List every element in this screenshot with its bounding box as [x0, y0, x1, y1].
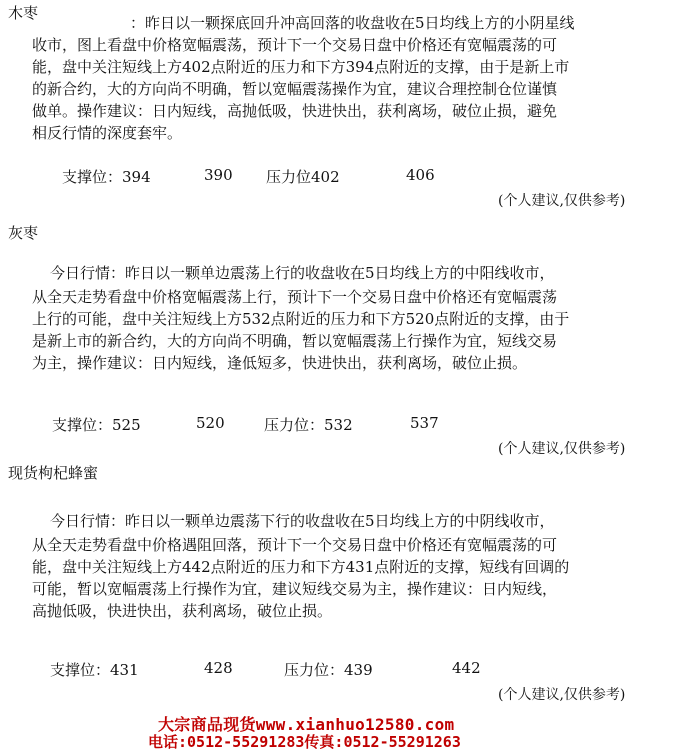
- section-title-goji-honey: 现货枸杞蜂蜜: [8, 464, 99, 482]
- section-2-line-1: 今日行情：昨日以一颗单边震荡上行的收盘收在5日均线上方的中阳线收市，: [50, 264, 555, 282]
- disclaimer-note: (个人建议,仅供参考): [498, 193, 626, 209]
- section-1-line-1: ：昨日以一颗探底回升冲高回落的收盘收在5日均线上方的小阴星线: [130, 14, 575, 32]
- support-level: 支撑位：431: [50, 661, 139, 679]
- support-level: 支撑位：525: [52, 416, 141, 434]
- resistance-level-2: 406: [406, 166, 435, 184]
- resistance-level: 压力位：532: [264, 416, 353, 434]
- resistance-level-2: 442: [452, 659, 481, 677]
- paragraph-line: 上行的可能，盘中关注短线上方532点附近的压力和下方520点附近的支撑，由于: [32, 310, 570, 328]
- paragraph-line: 高抛低吸，快进快出，获利离场，破位止损。: [32, 602, 333, 620]
- footer-phone-fax: 电话:0512-55291283传真:0512-55291263: [148, 733, 461, 751]
- section-3-paragraph: [32, 534, 672, 622]
- disclaimer-note: (个人建议,仅供参考): [498, 441, 626, 457]
- section-title-jujube-wood: 木枣: [8, 4, 39, 22]
- paragraph-line: 为主，操作建议：日内短线，逢低短多，快进快出，获利离场，破位止损。: [32, 354, 528, 372]
- paragraph-line: 从全天走势看盘中价格遇阻回落，预计下一个交易日盘中价格还有宽幅震荡的可: [32, 536, 558, 554]
- paragraph-line: 能，盘中关注短线上方442点附近的压力和下方431点附近的支撑，短线有回调的: [32, 558, 570, 576]
- footer-website: 大宗商品现货www.xianhuo12580.com: [158, 715, 455, 734]
- section-2-paragraph: [32, 286, 672, 374]
- paragraph-line: 相反行情的深度套牢。: [32, 124, 183, 142]
- support-level-2: 428: [204, 659, 233, 677]
- support-level-2: 520: [196, 414, 225, 432]
- paragraph-line: 可能，暂以宽幅震荡上行操作为宜，建议短线交易为主，操作建议：日内短线，: [32, 580, 558, 598]
- section-3-line-1: 今日行情：昨日以一颗单边震荡下行的收盘收在5日均线上方的中阴线收市，: [50, 512, 555, 530]
- support-level-2: 390: [204, 166, 233, 184]
- disclaimer-note: (个人建议,仅供参考): [498, 687, 626, 703]
- section-title-jujube-grey: 灰枣: [8, 224, 39, 242]
- paragraph-line: 收市，图上看盘中价格宽幅震荡，预计下一个交易日盘中价格还有宽幅震荡的可: [32, 36, 558, 54]
- resistance-level: 压力位：439: [284, 661, 373, 679]
- paragraph-line: 能，盘中关注短线上方402点附近的压力和下方394点附近的支撑，由于是新上市: [32, 58, 570, 76]
- support-level: 支撑位：394: [62, 168, 151, 186]
- paragraph-line: 做单。操作建议：日内短线，高抛低吸，快进快出，获利离场，破位止损，避免: [32, 102, 558, 120]
- paragraph-line: 的新合约，大的方向尚不明确，暂以宽幅震荡操作为宜，建议合理控制仓位谨慎: [32, 80, 558, 98]
- resistance-level: 压力位402: [266, 168, 340, 186]
- paragraph-line: 是新上市的新合约，大的方向尚不明确，暂以宽幅震荡上行操作为宜，短线交易: [32, 332, 558, 350]
- resistance-level-2: 537: [410, 414, 439, 432]
- section-1-paragraph: [32, 34, 672, 144]
- paragraph-line: 从全天走势看盘中价格宽幅震荡上行，预计下一个交易日盘中价格还有宽幅震荡: [32, 288, 558, 306]
